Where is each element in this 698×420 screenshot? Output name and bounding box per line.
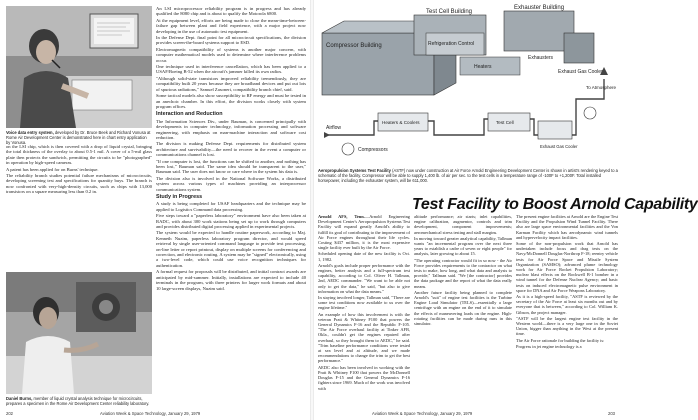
caption-text: member of liquid crystal analysis technique for microcircuits, prepares a specimen in the Rome Air Development Center reliability laboratory. [6, 396, 150, 406]
label-exhausters: Exhausters [528, 55, 554, 61]
caption-bold: Daniel Burns, [6, 396, 33, 401]
dateline: Arnold AFS, Tenn. [318, 214, 365, 219]
paragraph: "If one computer is lost, the functions can be shifted to another, and nothing has been lost," Bauman said. The same idea should be transparent to the user," Bauman said. The user does not know or care where in the system his data is. [156, 158, 306, 175]
label-compressor-building: Compressor Building [326, 43, 382, 49]
label-test-cell: Test Cell [496, 120, 514, 125]
paragraph: The division is making Defense Dept. requirements for distributed system architecture and survivability—the need to recover in the event a computer or communications channel is lost. [156, 141, 306, 158]
page-footer: Aviation Week & Space Technology, January 29, 1979 [100, 411, 201, 416]
paragraph: Another future facility being planned to complete Arnold's "suit" of engine test facilities is the Turbine Engine Load Simulator (TELS)—essentially a large centrifuge with an engine on the end of it to simulate the effects of maneuvering loads on the engine. High-rotating facilities can be made during runs in this simulator. [414, 289, 512, 327]
compressor-symbol [342, 143, 354, 155]
page-footer: Aviation Week & Space Technology, January 29, 1979 [372, 411, 473, 416]
label-compressors: Compressors [358, 147, 388, 153]
paragraph: altitude performance; air starts; inlet capabilities, engine calibration, augmentor, controls and trim development, component improvements; aeromechanical stress testing and stall margins. [414, 214, 512, 235]
right-page [312, 0, 698, 420]
astf-caption [318, 168, 618, 183]
paragraph: In staying involved longer, Tallman said, "There are some test conditions now available to us over the engine lifetime." [318, 295, 410, 311]
label-exhaust-gas-cooler-bottom: Exhaust Gas Cooler [540, 144, 578, 149]
label-exhaust-gas-cooler: Exhaust Gas Cooler [558, 69, 603, 75]
exhaust-gas-cooler-unit [564, 33, 594, 63]
paragraph: Some tactical models also show susceptibility to RF energy and must be tested in an anechoic chamber. In this effort, the division works closely with system program offices. [156, 93, 306, 109]
reliability-lab-caption [6, 396, 152, 406]
paragraph: "Although solid-state transistors improved reliability tremendously, they are compatibility built 20 years because they are broadband devices and put out lots of spurious radiations," Samuel Zasoneri, compatibility branch chief, said. [156, 75, 306, 92]
paragraph: An example of how this involvement is with the veteran Pratt & Whitney F100 that powers the General Dynamics F-16 and the Republic F-105. "The Air Force overhaul facility at Tinker AFB, Okla., couldn't get the engines repaired after overhaul, so they brought them to AEDC," he said. "Trim baseline performance conditions were tested at sea level and at altitude, and we made recommendations to change the trim to get the best performance." [318, 311, 410, 364]
label-test-cell-building: Test Cell Building [426, 9, 473, 15]
label-exhauster-building: Exhauster Building [514, 5, 565, 11]
voice-entry-caption [6, 130, 152, 145]
caption-text: developed by Dr. Bruce Beek and Richard Vonusa at Rome Air Development Center is demonstrated here in chart entry application by Vonusa. [6, 130, 151, 145]
label-refrigeration-control: Refrigeration Control [428, 41, 475, 47]
paragraph: An LSI microprocessor reliability program is in progress and has already qualified the 8080 chip and is about to qualify the Motorola 6800. [156, 6, 306, 17]
label-airflow: Airflow [326, 125, 342, 131]
paragraph: "The operating contractor would fit in so now - the Air Force provides requirements to the contractor on what tests to make, how long, and what data and analysis to provide," Tallman said. "We [the contractor] provides the data package and the report of what the data really means. [414, 257, 512, 289]
paragraph: The Air Force rationale for building the facility is: [516, 337, 605, 343]
paragraph: At the equipment level, efforts are being made to close the mean-time-between-failure gap between plant and field experience, with a major project now developing in the use of automatic test equipment. [156, 17, 306, 34]
label-to-atmosphere: To Atmosphere [586, 85, 617, 90]
paragraph: "ASTF will be the largest engine test facility in the Western world—there is a very large one in the Soviet Union, bigger than anything in the West at the present time. [516, 315, 618, 337]
paragraph: —Arnold Engineering Development Center's Aeropropulsion Systems Test Facility will expand greatly Arnold's ability to fulfill its goal of contributing to the improvement of Air Force engines throughout their life cycles. Costing $437 million, it is the most expensive single facility ever built by the Air Force. [318, 214, 411, 251]
right-column-1 [318, 214, 410, 409]
right-column-3 [516, 214, 618, 409]
section-heading: Study in Progress [156, 194, 203, 200]
page-number: 202 [6, 411, 13, 416]
paragraph: The division also is involved in the National Software Works, a distributed system across various types of machines providing an interprocessor communications system. [156, 175, 306, 192]
caption-bold: Aeropropulsion Systems Test Facility [318, 168, 391, 173]
lab-illustration [6, 272, 152, 394]
left-column-2 [156, 6, 306, 410]
paragraph: A patent has been applied for on Burns' technique. [6, 166, 99, 172]
paragraph: Arnold's goals include proper performance with the engines, better analysis and a full-spectrum test capability, according to Col. Oliver H. Tallman, 2nd, AEDC commander. "We want to be able not only to get the data," he said, "but also to give information on what the data means." [318, 262, 410, 294]
paragraph: A study is being completed for USAF headquarters and the technique may be applied to Logistics Command data processing. [156, 201, 306, 212]
voice-entry-illustration [6, 6, 152, 128]
left-column-1 [6, 144, 152, 270]
paragraph: The system would be expected to handle routine paperwork, according to Maj. Kenneth Nuzim, paperless laboratory program director, and would speed retrieval by single user-oriented command language to provide text processing, on-line letter or report printout, display on multiple screens for conferencing and correction, and electronic routing. A system may be "signed" electronically, using a two-level code, which could use voice recognition techniques for authentication. [156, 230, 306, 268]
paragraph: The present engine facilities at Arnold are the Engine Test Facility and the Propulsion Wind Tunnel Facility. There also are large space environmental facilities and the Von Karman Facility which has aerodynamic wind tunnels and hypervelocity impact facilities. [516, 214, 618, 240]
paragraph: Some of the non-propulsion work that Arnold has undertaken include focus and drag tests on the Navy/McDonnell Douglas-Northrop F-18; reentry vehicle tests for Air Force Space and Missile System Organization (SAMSO); advanced plume technology work for Air Force Rocket Propulsion Laboratory; nuclear blast effects on the Rockwell B-1 bomber in a wind tunnel for the Defense Nuclear Agency; and basic tests on induced electromagnetic pulse environment in space for DNA and Air Force Weapons Laboratory. [516, 241, 618, 293]
section-heading: Interaction and Reduction [156, 111, 223, 118]
label-heaters-coolers: Heaters & Coolers [382, 120, 420, 125]
exhauster-symbol [584, 107, 596, 119]
paragraph: A formal request for proposals will be distributed, and initial contract awards are anticipated by mid-summer. Initially, installations are expected to include 40 terminals in the program, with three printers for larger work formats and about 10 large-screen displays, Nuzim said. [156, 269, 306, 291]
exhaust-gas-cooler-box [538, 121, 572, 139]
paragraph: Electromagnetic compatibility of systems is another major concern, with computer mathematical models used to determine where interference problems occur. [156, 46, 306, 63]
caption-bold: Voice data entry system, [6, 130, 54, 135]
left-page [0, 0, 312, 420]
astf-diagram [314, 3, 620, 166]
paragraph: The reliability branch studies potential failure mechanisms of microcircuits, developing screening test and specifications for quantity buys. The branch is now confronted with very-high-density circuits, such as chips with 13,000 transistors on a square measuring less than 0.2 in. [6, 173, 152, 195]
caption-text: (ASTF) now under construction at Air Force Arnold Engineering Development Center is shown in artist's rendering keyed to a schematic of the facility. Compressor will be able to supply 1,400 lb. of air per sec. to the test cells in a temperature range of -100F to +1,200F. Total installed horsepower, including the exhauster system, will be 611,000. [318, 168, 618, 183]
right-column-2 [414, 214, 512, 409]
paragraph: The Information Sciences Div., under Bauman, is concerned principally with developments in computer technology, information processing and software engineering, with emphasis on man-machine interaction and software cost reduction. [156, 118, 306, 140]
reliability-lab-photo [6, 272, 152, 394]
paragraph: In moving toward greater analytical capability, Tallman wants "an incremental program over the next three years to establish a cadre of seven or eight people" for analysis, later growing to about 15. [414, 235, 512, 257]
paragraph: AEDC also has been involved in working with the Pratt & Whitney F100 that powers the McDonnell Douglas F-15 and the General Dynamics F-16 fighters since 1969. Much of the work was involved with [318, 364, 410, 391]
paragraph: Five steps toward a "paperless laboratory" environment have also been taken at RADC, with about 300 work stations being set up to work through computers and provides distributed digital processing applied in experimental projects. [156, 213, 306, 230]
label-heaters: Heaters [474, 64, 492, 70]
paragraph: As it is a high-speed facility, "ASTF is reviewed by the secretary of the Air Force at least six months out and by everyone that is between," according to Col. William K. Gibson, the project manager. [516, 294, 618, 315]
page-number: 203 [608, 411, 615, 416]
voice-entry-photo [6, 6, 152, 128]
article-headline: Test Facility to Boost Arnold Capability [412, 196, 698, 213]
paragraph: on the LSI chip, which is then covered with a drop of liquid crystal, bringing the total thickness of the overlay to about 0.5-1 mil. A cover of a 5-mil glass plate then protects the sandwich, permitting the circuits to be "photographed" in operation by high-speed cameras. [6, 144, 152, 166]
paragraph: In the Defense Dept. final point for all microcircuit specifications, the division provides screen-the-board systems support to ESD. [156, 35, 306, 46]
paragraph: Progress in jet engine technology is a [516, 343, 582, 349]
exhauster-building [504, 11, 574, 51]
paragraph: One technique used in interference cancellation, which has been applied to a USAF/Boeing B-52 when the aircraft's jammer killed its own radios. [156, 64, 306, 75]
paragraph: Scheduled opening date of the new facility is Oct. 1, 1982. [318, 251, 410, 262]
